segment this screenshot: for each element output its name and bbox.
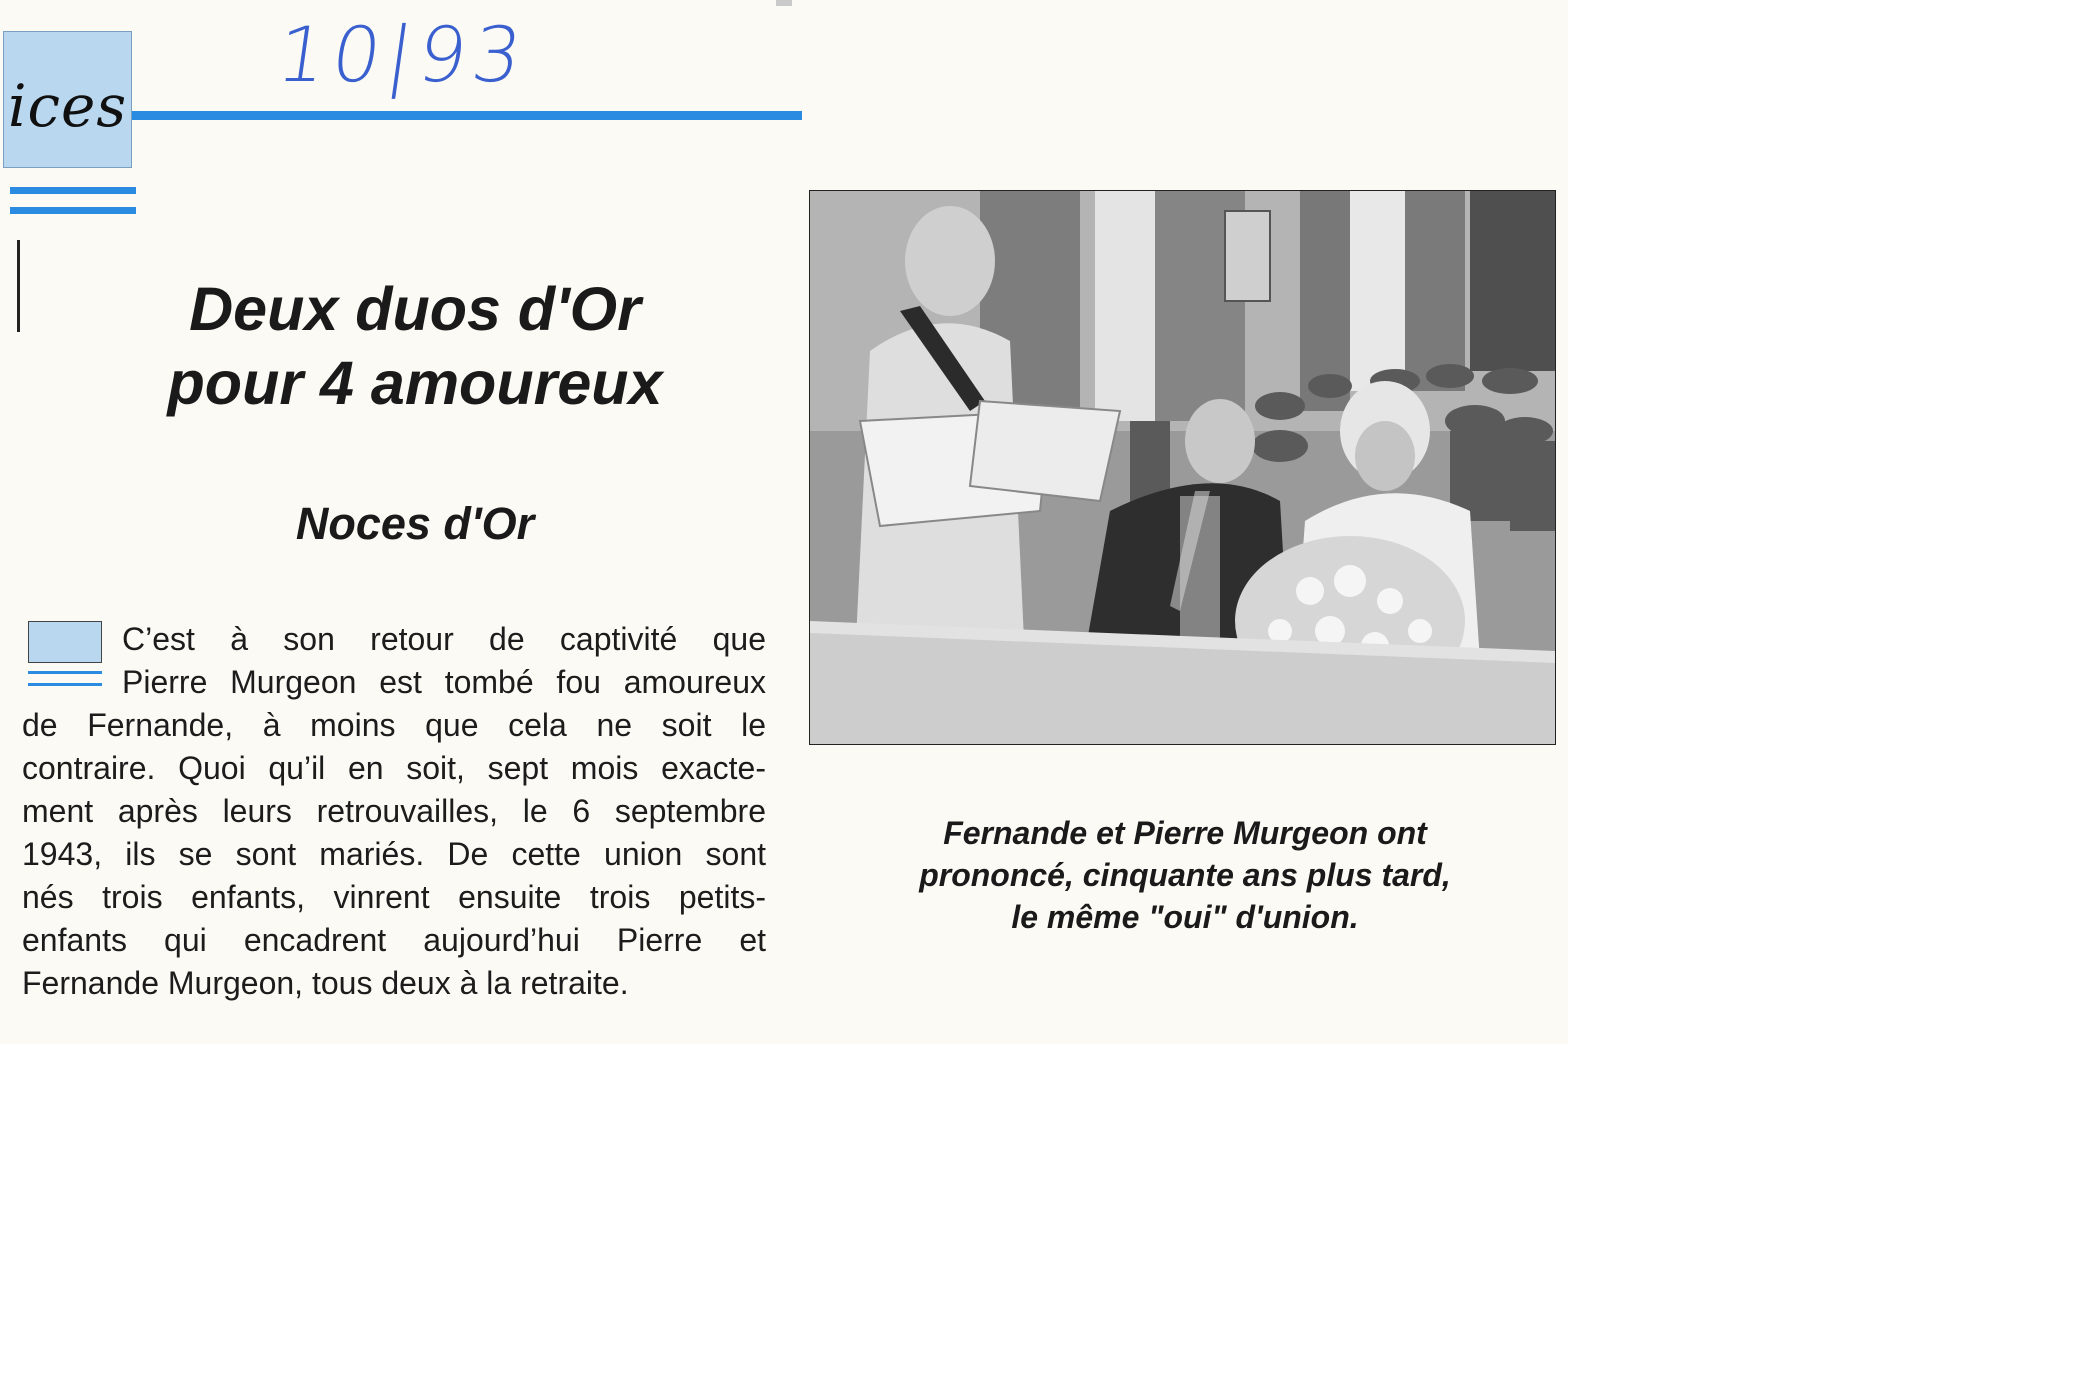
- body-line: contraire. Quoi qu’il en soit, sept mois exacte-: [22, 750, 766, 786]
- header-rule: [132, 111, 802, 120]
- article-subheading: Noces d'Or: [295, 498, 535, 549]
- body-line: Fernande Murgeon, tous deux à la retraite.: [22, 965, 629, 1001]
- headline-line-2: pour 4 amoureux: [167, 349, 663, 417]
- body-line: enfants qui encadrent aujourd’hui Pierre et: [22, 922, 766, 958]
- photo-image: [809, 190, 1556, 745]
- photo-caption: [845, 812, 1525, 938]
- caption-line-2: prononcé, cinquante ans plus tard,: [919, 857, 1451, 893]
- body-line: 1943, ils se sont mariés. De cette union sont: [22, 836, 766, 872]
- double-rule-bottom: [10, 207, 136, 214]
- body-line: de Fernande, à moins que cela ne soit le: [22, 707, 766, 743]
- article-headline: [60, 272, 770, 420]
- body-line: C’est à son retour de captivité que: [122, 621, 766, 657]
- body-line: nés trois enfants, vinrent ensuite trois petits-: [22, 879, 766, 915]
- caption-line-1: Fernande et Pierre Murgeon ont: [943, 815, 1427, 851]
- headline-line-1: Deux duos d'Or: [189, 275, 641, 343]
- body-line: Pierre Murgeon est tombé fou amoureux: [122, 664, 766, 700]
- handwritten-date-note: 10|93: [271, 10, 534, 99]
- section-tab-label: ices: [8, 72, 128, 140]
- double-rule-top: [10, 187, 136, 194]
- scan-edge-mark: [776, 0, 792, 6]
- column-edge-line: [17, 240, 20, 332]
- body-line: ment après leurs retrouvailles, le 6 septembre: [22, 793, 766, 829]
- section-tab: [3, 31, 132, 168]
- article-body: [22, 618, 766, 1005]
- caption-line-3: le même "oui" d'union.: [1011, 899, 1359, 935]
